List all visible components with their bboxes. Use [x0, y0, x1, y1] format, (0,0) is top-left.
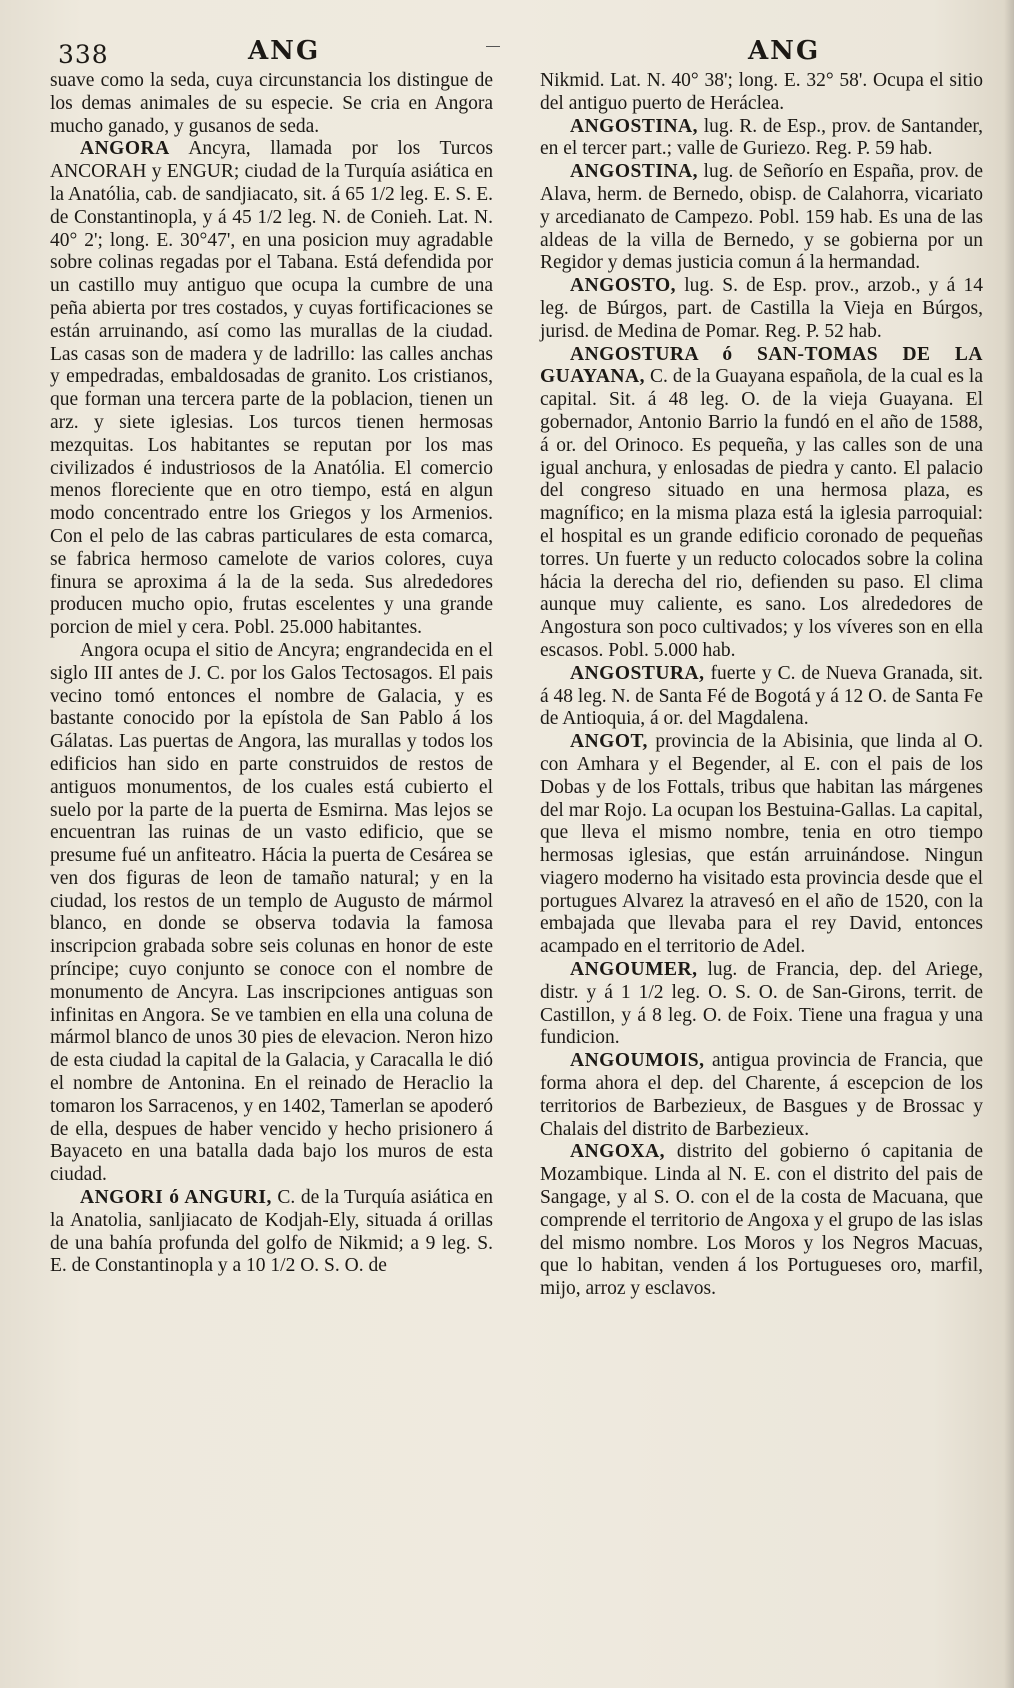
entry-text: lug. de Francia, dep. del Ariege, distr. y á 1 1/2 leg. O. S. O. de San-Girons, territ. de Castillon, y á 8 leg. O. de Foix. Tiene una fragua y una fundicion. [540, 959, 984, 1049]
entry-text: fuerte y C. de Nueva Granada, sit. á 48 leg. N. de Santa Fé de Bogotá y á 12 O. de Santa Fe de Antioquia, á or. del Magdalena. [540, 662, 984, 730]
header-dash [486, 46, 500, 47]
dictionary-entry [540, 1141, 983, 1301]
entry-headword: ANGOSTINA, [570, 161, 698, 183]
entry-headword: ANGOSTURA ó SAN-TOMAS DE LA GUAYANA, [540, 343, 983, 388]
dictionary-entry [540, 161, 983, 275]
entry-text: Ancyra, llamada por los Turcos ANCORAH y ENGUR; ciudad de la Turquía asiática en la Anatólia, cab. de sandjiacato, sit. á 65 1/2 leg. E. S. E. de Constantinopla, y á 45 1/2 leg. N. de Conieh. Lat. N. 40° 2'; long. E. 30°47', en una posicion muy agradable sobre colinas regadas por el Tabana. Está defendida por un castillo muy antiguo que ocupa la cumbre de una peña abierta por tres costados, y cuyas fortificaciones se están arruinando, así como las murallas de la ciudad. Las casas son de madera y de ladrillo: las calles anchas y empedradas, embaldosadas de granito. Los cristianos, que forman una tercera parte de la poblacion, tienen un arz. y siete iglesias. Los turcos tienen hermosas mezquitas. Los habitantes se reputan por los mas civilizados é industriosos de la Anatólia. El comercio menos floreciente que en otro tiempo, está en algun modo concentrado entre los Griegos y los Armenios. Con el pelo de las cabras particulares de esta comarca, se fabrica hermoso camelote de varios colores, cuya finura se aproxima á la de la seda. Sus alrededores producen mucho opio, frutas escelentes y una grande porcion de miel y cera. Pobl. 25.000 habitantes. [50, 138, 493, 639]
dictionary-entry [540, 116, 983, 162]
dictionary-entry [540, 959, 983, 1050]
left-column [50, 70, 493, 1278]
entry-headword: ANGOSTO, [570, 275, 677, 297]
dictionary-entry [540, 344, 983, 663]
entry-text: lug. R. de Esp., prov. de Santander, en el tercer part.; valle de Guriezo. Reg. P. 59 hab. [540, 115, 984, 160]
dictionary-entry [540, 731, 983, 959]
entry-headword: ANGORI ó ANGURI, [80, 1187, 272, 1209]
entry-text: suave como la seda, cuya circunstancia los distingue de los demas animales de su especie. Se cria en Angora mucho ganado, y gusanos de seda. [50, 70, 493, 137]
entry-headword: ANGOUMOIS, [570, 1050, 705, 1072]
entry-headword: ANGOUMER, [570, 959, 698, 981]
entry-headword: ANGORA [80, 138, 170, 160]
entry-text: C. de la Guayana española, de la cual es la capital. Sit. á 48 leg. O. de la vieja Guayana. El gobernador, Antonio Barrio la fundó en el año de 1588, á or. del Orinoco. Es pequeña, y las calles son de una igual anchura, y enlosadas de piedra y canto. El palacio del congreso situado en una hermosa plaza, es magnífico; en la misma plaza está la iglesia parroquial: el hospital es un grande edificio coronado de pequeñas torres. Un fuerte y un reducto colocados sobre la colina hácia la derecha del rio, defienden su paso. El clima aunque muy caliente, es sano. Los alrededores de Angostura son poco cultivados; y los víveres son en ella escasos. Pobl. 5.000 hab. [540, 366, 983, 661]
entry-text: lug. de Señorío en España, prov. de Alava, herm. de Bernedo, obisp. de Calahorra, vicariato y arcedianato de Campezo. Pobl. 159 hab. Es una de las aldeas de la villa de Bernedo, y se gobierna por un Regidor y demas justicia comun á la hermandad. [540, 161, 983, 274]
entry-text: distrito del gobierno ó capitania de Mozambique. Linda al N. E. con el distrito del pais de Sangage, y al S. O. con el de la costa de Macuana, que comprende el territorio de Angoxa y el grupo de las islas del mismo nombre. Los Moros y los Negros Macuas, que lo habitan, venden á los Portugueses oro, marfil, mijo, arroz y esclavos. [540, 1141, 984, 1300]
entry-text: provincia de la Abisinia, que linda al O. con Amhara y el Begender, al E. con el pais de los Dobas y de los Fottals, tribus que habitan las márgenes del mar Rojo. La ocupan los Bestuina-Gallas. La capital, que lleva el mismo nombre, tenia en otro tiempo hermosas iglesias, que están arruinándose. Ningun viagero moderno ha visitado esta provincia desde que el portugues Alvarez la atravesó en el año de 1520, con la embajada que llevaba para el rey David, entonces acampado en el territorio de Adel. [540, 731, 984, 958]
left-running-head: ANG [248, 36, 321, 66]
entry-headword: ANGOSTINA, [570, 115, 698, 137]
dictionary-entry [50, 640, 493, 1187]
dictionary-entry [50, 138, 493, 640]
right-running-head: ANG [748, 36, 821, 66]
dictionary-entry [540, 663, 983, 731]
entry-text: lug. S. de Esp. prov., arzob., y á 14 leg. de Búrgos, part. de Castilla la Vieja en Búrgos, jurisd. de Medina de Pomar. Reg. P. 52 hab. [540, 275, 984, 342]
entry-headword: ANGOT, [570, 731, 648, 753]
entry-continuation [50, 70, 493, 138]
entry-headword: ANGOSTURA, [570, 662, 705, 684]
page-edge-shadow [1004, 0, 1014, 1688]
right-column [540, 70, 983, 1301]
dictionary-entry [540, 275, 983, 343]
entry-continuation [540, 70, 983, 116]
entry-text: Angora ocupa el sitio de Ancyra; engrandecida en el siglo III antes de J. C. por los Galos Tectosagos. El pais vecino tomó entonces el nombre de Galacia, y es bastante conocido por la epístola de San Pablo á los Gálatas. Las puertas de Angora, las murallas y todos los edificios han sido en parte construidos de restos de antiguos monumentos, de los cuales está cubierto el suelo por la parte de la puerta de Esmirna. Mas lejos se encuentran las ruinas de un vasto edificio, que se presume fué un anfiteatro. Hácia la puerta de Cesárea se ven dos figuras de leon de tamaño natural; y en la ciudad, los restos de un templo de Augusto de mármol blanco, en donde se observa todavia la famosa inscripcion grabada sobre seis colunas en honor de este príncipe; cuyo conjunto se conoce con el nombre de monumento de Ancyra. Las inscripciones antiguas son infinitas en Angora. Se ve tambien en ella una coluna de mármol blanco de unos 30 pies de elevacion. Neron hizo de esta ciudad la capital de la Galacia, y Caracalla le dió el nombre de Antonina. En el reinado de Heraclio la tomaron los Sarracenos, y en 1402, Tamerlan se apoderó de ella, despues de haber vencido y hecho prisionero á Bayaceto en una batalla dada bajo los muros de esta ciudad. [50, 639, 493, 1186]
entry-headword: ANGOXA, [570, 1141, 666, 1163]
dictionary-entry [540, 1050, 983, 1141]
dictionary-entry [50, 1187, 493, 1278]
page-number: 338 [58, 40, 109, 69]
entry-text: antigua provincia de Francia, que forma ahora el dep. del Charente, á escepcion de los territorios de Barbezieux, de Basgues y de Brossac y Chalais del distrito de Barbezieux. [540, 1050, 983, 1140]
entry-text: Nikmid. Lat. N. 40° 38'; long. E. 32° 58'. Ocupa el sitio del antiguo puerto de Heráclea. [540, 70, 983, 114]
entry-text: C. de la Turquía asiática en la Anatolia, sanljiacato de Kodjah-Ely, situada á orillas de una bahía profunda del golfo de Nikmid; a 9 leg. S. E. de Constantinopla y a 10 1/2 O. S. O. de [50, 1187, 494, 1277]
